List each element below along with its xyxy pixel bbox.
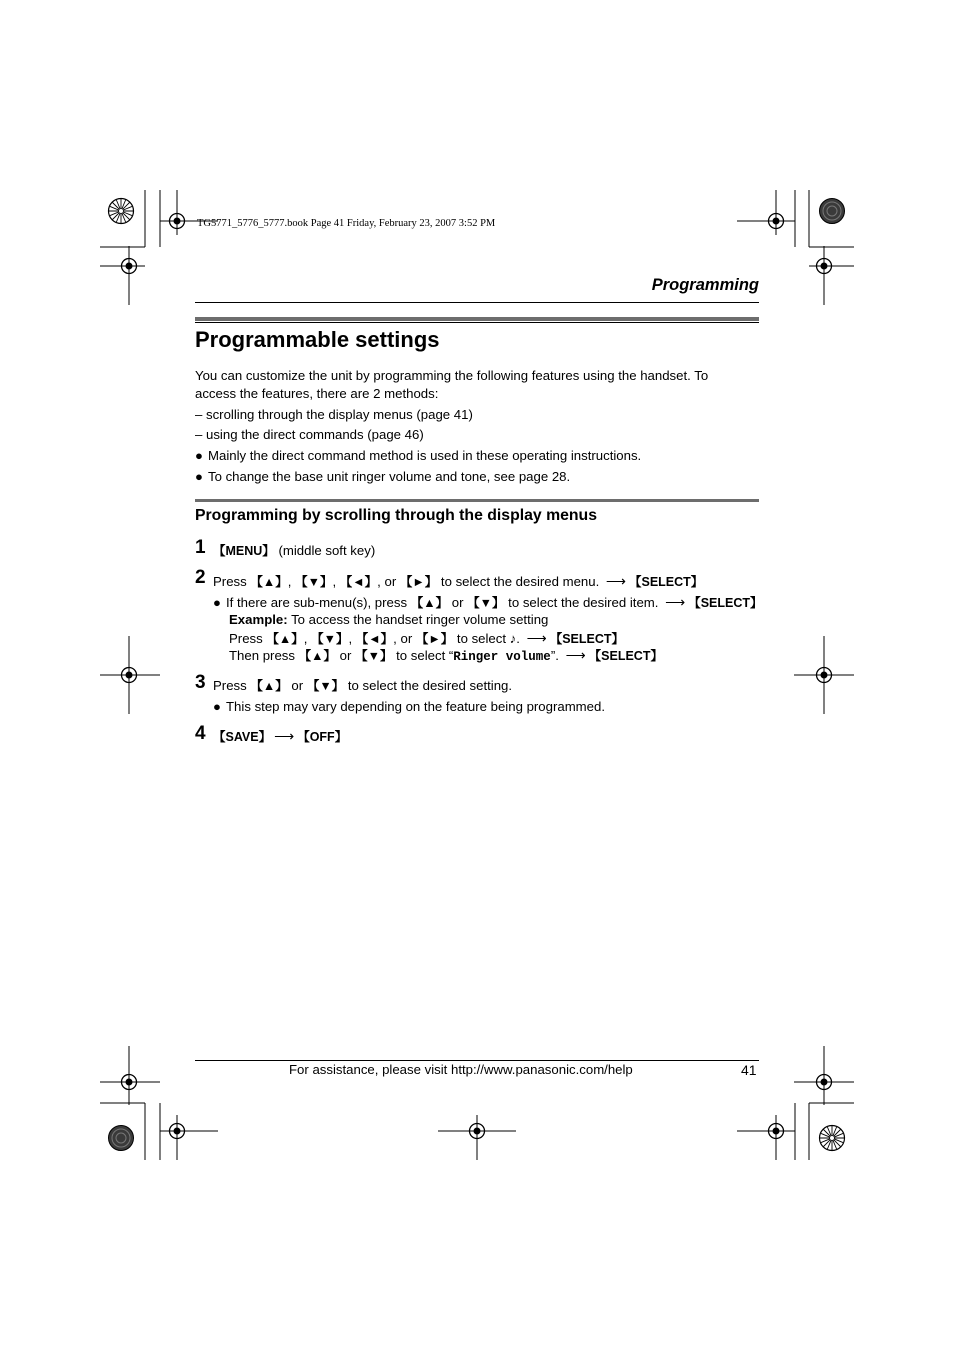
footer-help-text: For assistance, please visit http://www.panasonic.com/help	[289, 1062, 633, 1077]
example-label: Example:	[229, 612, 288, 627]
right-key: 【►】	[415, 632, 454, 646]
intro-bullet-item: ● Mainly the direct command method is used in these operating instructions.	[195, 448, 642, 463]
display-text: Ringer volume	[453, 650, 551, 664]
arrow-icon: ⟶	[274, 728, 295, 744]
left-key: 【◄】	[355, 632, 394, 646]
select-key: 【SELECT】	[629, 575, 704, 589]
down-key: 【▼】	[295, 575, 333, 589]
step-3-text: Press 【▲】 or 【▼】 to select the desired setting.	[213, 678, 513, 693]
bullet-icon: ●	[195, 469, 203, 484]
example-line: Example: To access the handset ringer volume setting	[229, 612, 549, 627]
step-2-text: Press 【▲】, 【▼】, 【◄】, or 【►】 to select the desired menu. ⟶ 【SELECT】	[213, 573, 704, 589]
book-file-info: TG5771_5776_5777.book Page 41 Friday, February 23, 2007 3:52 PM	[197, 218, 496, 229]
up-key: 【▲】	[250, 679, 288, 693]
title-rule	[195, 317, 759, 321]
intro-dash-item: – scrolling through the display menus (page 41)	[195, 407, 473, 422]
subsection-rule	[195, 499, 759, 502]
select-key: 【SELECT】	[549, 632, 625, 646]
bullet-icon: ●	[213, 699, 221, 714]
step-2-bullet: ● If there are sub-menu(s), press 【▲】 or 【▼】 to select the desired item. ⟶ 【SELECT】	[213, 594, 763, 610]
down-key: 【▼】	[306, 679, 345, 693]
up-key: 【▲】	[250, 575, 288, 589]
save-key: 【SAVE】	[213, 730, 272, 744]
section-heading: Programming	[651, 276, 759, 294]
header-rule	[195, 302, 759, 303]
step-3-bullet: ● This step may vary depending on the feature being programmed.	[213, 699, 605, 714]
off-key: 【OFF】	[297, 730, 348, 744]
step-4-text	[213, 727, 347, 746]
step-1-text: 【MENU】 (middle soft key)	[213, 543, 376, 558]
up-key: 【▲】	[410, 596, 449, 610]
step-number: 2	[195, 567, 206, 588]
page-number: 41	[741, 1062, 757, 1078]
intro-line-1: You can customize the unit by programming the following features using the handset. To	[195, 368, 709, 383]
up-key: 【▲】	[266, 632, 304, 646]
step-number: 4	[195, 723, 206, 744]
example-then-line: Then press 【▲】 or 【▼】 to select “Ringer volume”. ⟶ 【SELECT】	[229, 647, 663, 664]
menu-key: 【MENU】	[213, 544, 275, 558]
select-key: 【SELECT】	[588, 649, 663, 663]
title-rule-thin	[195, 322, 759, 323]
arrow-icon: ⟶	[565, 647, 586, 663]
bullet-icon: ●	[195, 448, 203, 463]
intro-bullet-item: ● To change the base unit ringer volume and tone, see page 28.	[195, 469, 571, 484]
arrow-icon: ⟶	[526, 630, 547, 646]
up-key: 【▲】	[298, 649, 337, 663]
footer-rule	[195, 1060, 759, 1061]
select-key: 【SELECT】	[688, 596, 763, 610]
subsection-heading: Programming by scrolling through the display menus	[195, 507, 597, 524]
right-key: 【►】	[399, 575, 438, 589]
step-number: 1	[195, 537, 206, 558]
example-press-line: Press 【▲】, 【▼】, 【◄】, or 【►】 to select ♪. ⟶ 【SELECT】	[229, 630, 625, 646]
intro-line-2: access the features, there are 2 methods:	[195, 386, 439, 401]
arrow-icon: ⟶	[605, 573, 626, 589]
intro-dash-item: – using the direct commands (page 46)	[195, 427, 424, 442]
music-note-icon: ♪	[509, 631, 517, 646]
step-number: 3	[195, 672, 206, 693]
left-key: 【◄】	[339, 575, 378, 589]
down-key: 【▼】	[311, 632, 349, 646]
arrow-icon: ⟶	[665, 594, 686, 610]
down-key: 【▼】	[467, 596, 505, 610]
page-title: Programmable settings	[195, 327, 440, 352]
bullet-icon: ●	[213, 595, 221, 610]
down-key: 【▼】	[355, 649, 393, 663]
